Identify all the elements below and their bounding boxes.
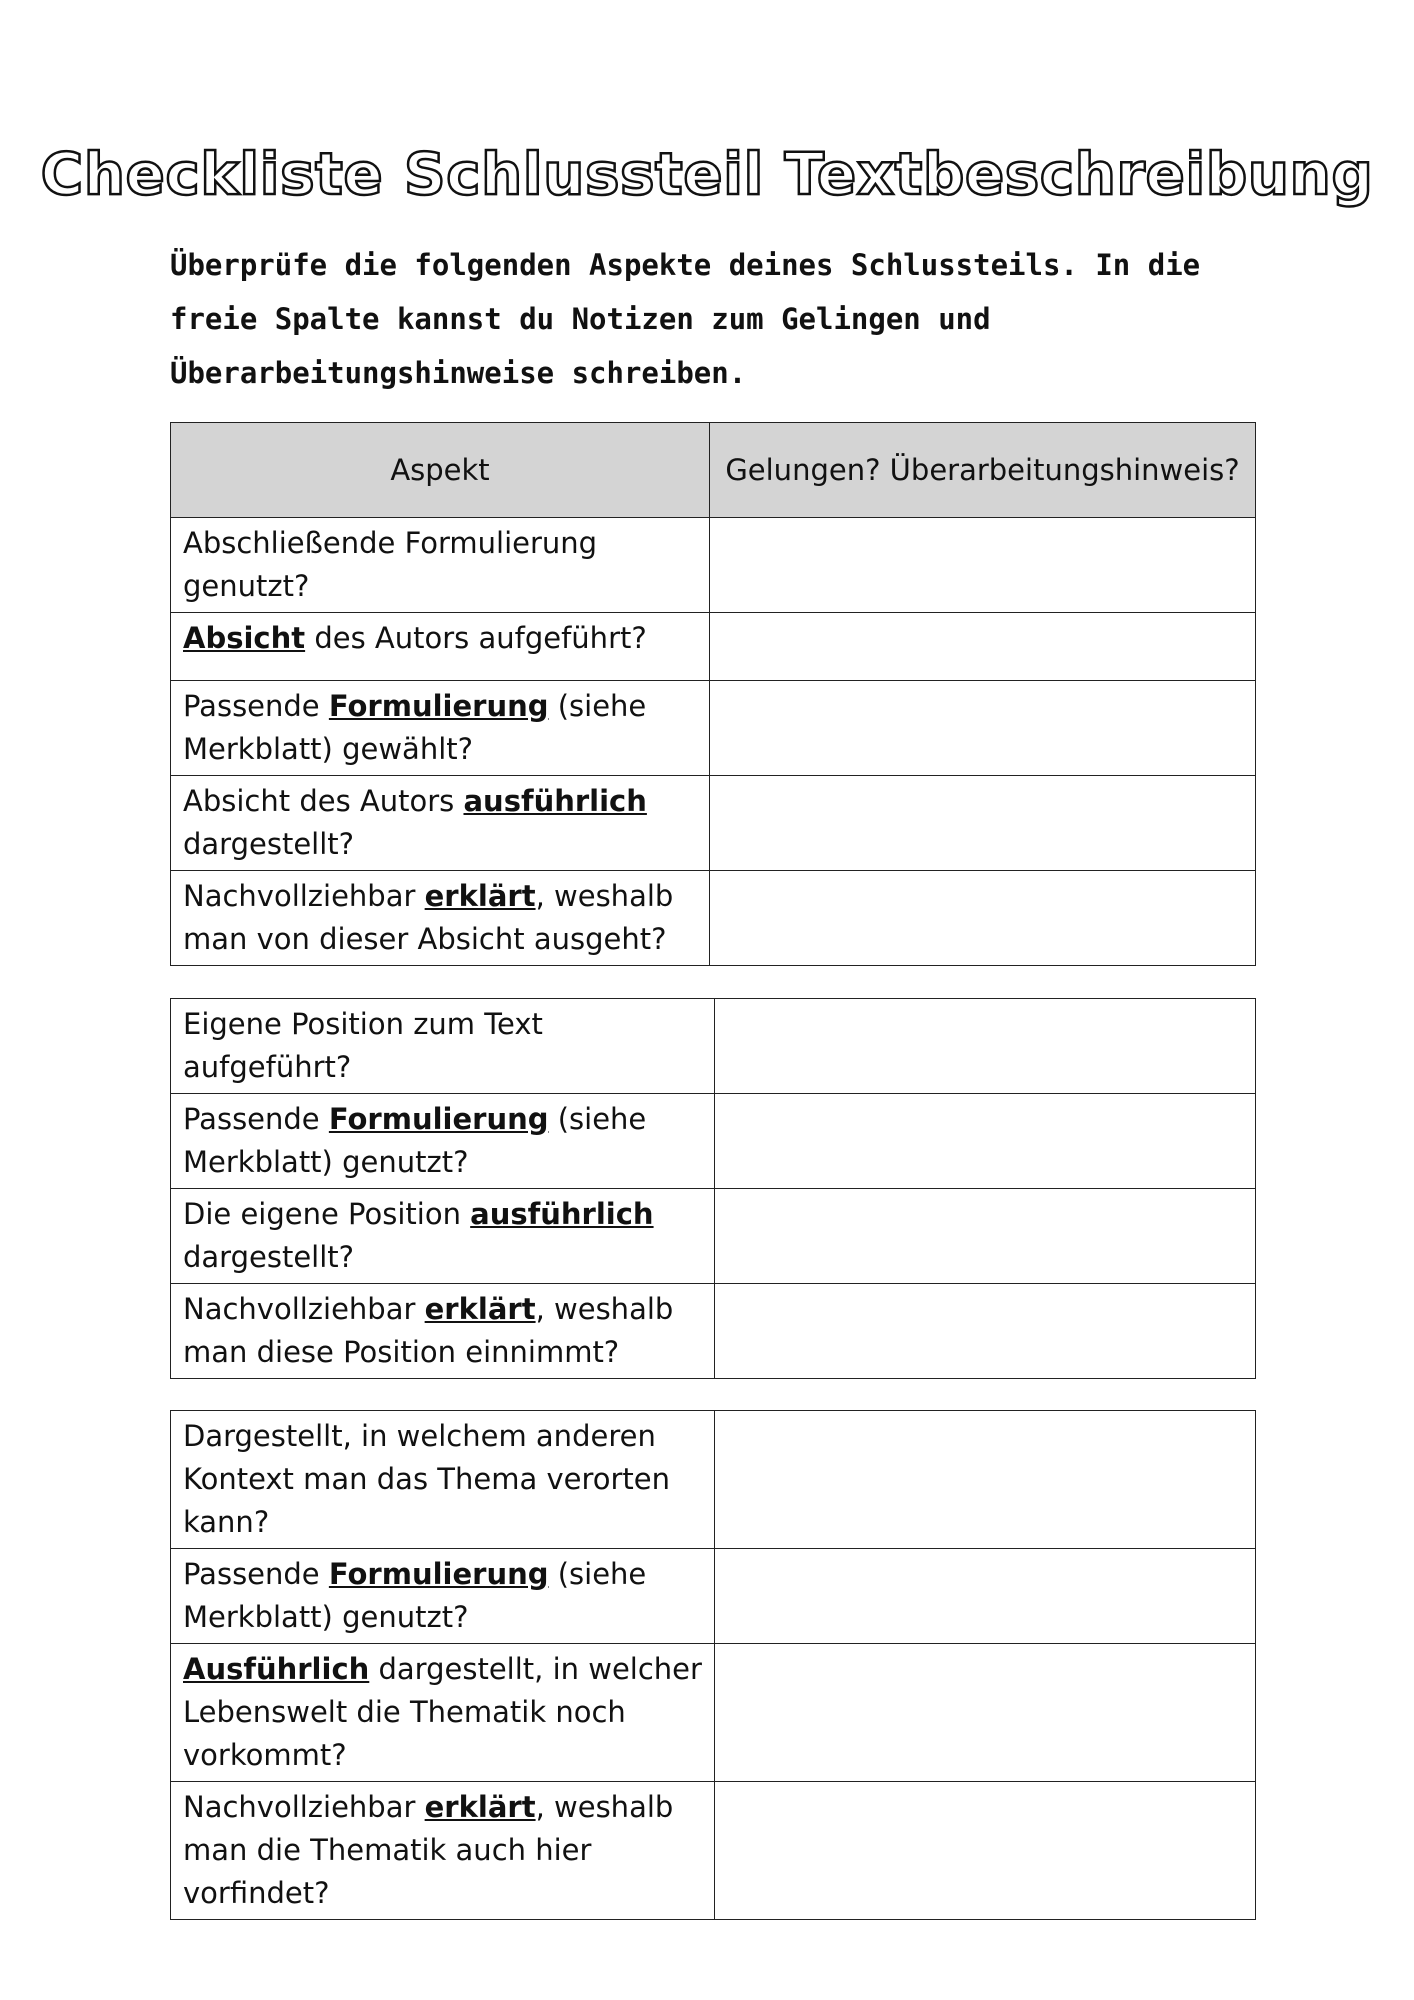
aspect-keyword: Formulierung	[328, 1557, 549, 1591]
aspect-cell	[171, 1549, 715, 1644]
aspect-cell	[171, 518, 710, 613]
aspect-cell	[171, 871, 710, 966]
aspect-text: dargestellt?	[183, 1240, 355, 1274]
table-row	[171, 999, 1256, 1094]
table-row	[171, 776, 1256, 871]
aspect-text: , weshalb man von dieser Absicht ausgeht?	[183, 879, 674, 956]
notes-cell[interactable]	[710, 681, 1256, 776]
aspect-text: Nachvollziehbar	[183, 1292, 425, 1326]
table-row	[171, 681, 1256, 776]
table-row	[171, 518, 1256, 613]
table-row	[171, 1644, 1256, 1782]
table-body	[171, 999, 1256, 1379]
aspect-text: Passende	[183, 689, 329, 723]
aspect-keyword: erklärt	[424, 879, 536, 913]
aspect-cell	[171, 1411, 715, 1549]
aspect-cell	[171, 776, 710, 871]
table-row	[171, 871, 1256, 966]
notes-cell[interactable]	[715, 1782, 1256, 1920]
notes-cell[interactable]	[715, 1094, 1256, 1189]
aspect-text: , weshalb man diese Position einnimmt?	[183, 1292, 674, 1369]
table-row	[171, 1094, 1256, 1189]
aspect-cell	[171, 1644, 715, 1782]
aspect-text: , weshalb man die Thematik auch hier vorfindet?	[183, 1790, 674, 1910]
table-row	[171, 1411, 1256, 1549]
table-body	[171, 518, 1256, 966]
page-title: Checkliste Schlussteil Textbeschreibung	[40, 140, 1374, 208]
header-row	[171, 423, 1256, 518]
aspect-text: Absicht des Autors	[183, 784, 464, 818]
aspect-text: (siehe Merkblatt) genutzt?	[183, 1557, 647, 1634]
aspect-keyword: ausführlich	[470, 1197, 654, 1231]
notes-cell[interactable]	[710, 871, 1256, 966]
notes-cell[interactable]	[715, 1284, 1256, 1379]
notes-cell[interactable]	[715, 1411, 1256, 1549]
notes-cell[interactable]	[710, 613, 1256, 681]
checklist-table-1	[170, 422, 1256, 966]
aspect-text: (siehe Merkblatt) genutzt?	[183, 1102, 647, 1179]
aspect-cell	[171, 1094, 715, 1189]
table-row	[171, 1189, 1256, 1284]
notes-cell[interactable]	[715, 1189, 1256, 1284]
notes-cell[interactable]	[715, 1644, 1256, 1782]
aspect-keyword: Ausführlich	[183, 1652, 370, 1686]
aspect-cell	[171, 613, 710, 681]
aspect-cell	[171, 999, 715, 1094]
aspect-keyword: Formulierung	[328, 689, 549, 723]
table-body	[171, 1411, 1256, 1920]
aspect-cell	[171, 1284, 715, 1379]
table-row	[171, 1284, 1256, 1379]
aspect-keyword: Formulierung	[328, 1102, 549, 1136]
table-row	[171, 1549, 1256, 1644]
aspect-keyword: erklärt	[424, 1292, 536, 1326]
aspect-text: (siehe Merkblatt) gewählt?	[183, 689, 647, 766]
aspect-cell	[171, 1189, 715, 1284]
aspect-text: dargestellt?	[183, 827, 355, 861]
aspect-keyword: Absicht	[183, 621, 306, 655]
aspect-text: Nachvollziehbar	[183, 1790, 425, 1824]
table-row	[171, 613, 1256, 681]
notes-cell[interactable]	[715, 999, 1256, 1094]
aspect-text: Dargestellt, in welchem anderen Kontext man das Thema verorten kann?	[183, 1419, 670, 1539]
table-row	[171, 1782, 1256, 1920]
checklist-table-2	[170, 998, 1256, 1379]
aspect-cell	[171, 681, 710, 776]
notes-cell[interactable]	[710, 518, 1256, 613]
notes-cell[interactable]	[715, 1549, 1256, 1644]
aspect-text: Nachvollziehbar	[183, 879, 425, 913]
aspect-text: Die eigene Position	[183, 1197, 471, 1231]
notes-cell[interactable]	[710, 776, 1256, 871]
instructions-text: Überprüfe die folgenden Aspekte deines Schlussteils. In die freie Spalte kannst du Notizen zum Gelingen und Überarbeitungshinweise schreiben.	[170, 248, 1201, 390]
aspect-text: Abschließende Formulierung genutzt?	[183, 526, 598, 603]
aspect-keyword: erklärt	[424, 1790, 536, 1824]
checklist-table-3	[170, 1410, 1256, 1920]
column-header-aspect: Aspekt	[171, 423, 710, 518]
aspect-text: Eigene Position zum Text aufgeführt?	[183, 1007, 543, 1084]
aspect-cell	[171, 1782, 715, 1920]
aspect-text: dargestellt, in welcher Lebenswelt die Thematik noch vorkommt?	[183, 1652, 702, 1772]
aspect-text: Passende	[183, 1557, 329, 1591]
aspect-text: Passende	[183, 1102, 329, 1136]
aspect-keyword: ausführlich	[463, 784, 647, 818]
column-header-result: Gelungen? Überarbeitungshinweis?	[710, 423, 1256, 518]
aspect-text: des Autors aufgeführt?	[305, 621, 647, 655]
